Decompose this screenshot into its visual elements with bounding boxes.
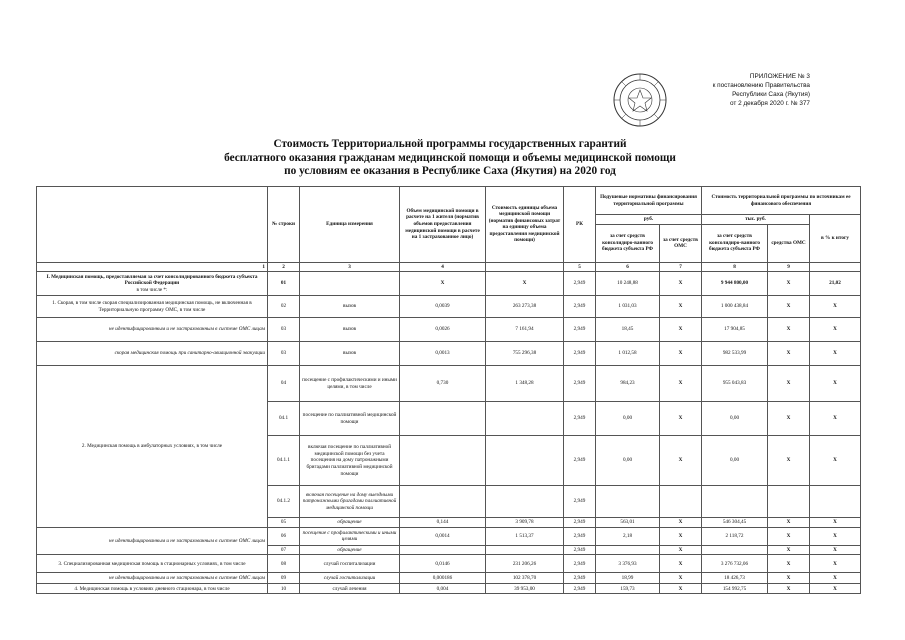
row-title: I. Медицинская помощь, предоставляемая за счет консолидированного бюджета субъекта Российской Федерации — [46, 273, 258, 287]
table-row — [37, 366, 861, 402]
col-num-4: 4 — [400, 262, 486, 272]
row-rk: 2,949 — [564, 545, 596, 555]
row-unit: случай госпитализации — [300, 555, 400, 573]
row-code: 03 — [268, 318, 300, 342]
row-code: 09 — [268, 573, 300, 584]
row-code: 03 — [268, 342, 300, 366]
row-oms: X — [660, 272, 702, 296]
header-budget-2: за счет средств консолидиро-ванного бюджета субъекта РФ — [702, 224, 768, 262]
row-percent: 21,02 — [810, 272, 861, 296]
row-oms: X — [660, 545, 702, 555]
header-cost: Стоимость единицы объема медицинской помощи (норматив финансовых затрат на единицу объема предоставления медицинской помощи) — [486, 187, 564, 263]
row-cost: 231 206,26 — [486, 555, 564, 573]
row-cost: 7 161,94 — [486, 318, 564, 342]
row-oms: X — [660, 342, 702, 366]
header-unit: Единица измерения — [300, 187, 400, 263]
row-name — [37, 272, 268, 296]
row-oms-2: X — [768, 342, 810, 366]
row-oms: X — [660, 555, 702, 573]
row-volume — [400, 486, 486, 518]
row-rk: 2,949 — [564, 527, 596, 545]
row-code: 01 — [268, 272, 300, 296]
header-rub: руб. — [596, 215, 702, 225]
row-oms-2: X — [768, 555, 810, 573]
row-budget-2: 2 118,72 — [702, 527, 768, 545]
row-budget-2: 0,00 — [702, 436, 768, 486]
row-budget: 0,00 — [596, 402, 660, 436]
title-line-2: бесплатного оказания гражданам медицинской помощи и объемы медицинской помощи — [224, 151, 676, 164]
row-budget-2: 982 533,99 — [702, 342, 768, 366]
row-percent: X — [810, 545, 861, 555]
row-cost: X — [486, 272, 564, 296]
row-percent: X — [810, 402, 861, 436]
col-num-empty — [810, 262, 861, 272]
row-cost — [486, 402, 564, 436]
row-percent: X — [810, 527, 861, 545]
col-num-2: 2 — [268, 262, 300, 272]
row-unit: случай лечения — [300, 584, 400, 594]
row-rk: 2,949 — [564, 366, 596, 402]
row-unit: включая посещение по паллиативной медицинской помощи без учета посещения на дому патронажными бригадами паллиативной медицинской помощи — [300, 436, 400, 486]
row-budget: 18,99 — [596, 573, 660, 584]
header-rk: РК — [564, 187, 596, 263]
header-thousand-rub: тыс. руб. — [702, 215, 810, 225]
col-num-3: 3 — [300, 262, 400, 272]
row-unit: посещение с профилактическими и иными целями — [300, 527, 400, 545]
row-code: 05 — [268, 518, 300, 528]
row-oms: X — [660, 318, 702, 342]
table-row — [37, 584, 861, 594]
row-rk: 2,949 — [564, 272, 596, 296]
row-budget-2: 18 426,73 — [702, 573, 768, 584]
table-row — [37, 573, 861, 584]
row-code: 06 — [268, 527, 300, 545]
program-cost-table — [36, 186, 861, 594]
row-budget-2 — [702, 486, 768, 518]
row-percent: X — [810, 318, 861, 342]
row-budget-2: 9 944 800,00 — [702, 272, 768, 296]
row-percent: X — [810, 366, 861, 402]
row-name: не идентифицированным и не застрахованным в системе ОМС лицам — [37, 573, 268, 584]
header-oms-2: средства ОМС — [768, 224, 810, 262]
row-unit — [300, 272, 400, 296]
row-code: 08 — [268, 555, 300, 573]
row-cost: 755 296,38 — [486, 342, 564, 366]
row-code: 04.1 — [268, 402, 300, 436]
col-num-8: 8 — [702, 262, 768, 272]
row-percent: X — [810, 436, 861, 486]
row-cost — [486, 545, 564, 555]
row-percent: X — [810, 342, 861, 366]
row-budget-2: 546 304,45 — [702, 518, 768, 528]
row-budget — [596, 486, 660, 518]
row-budget: 984,23 — [596, 366, 660, 402]
row-rk: 2,949 — [564, 402, 596, 436]
row-name: 1. Скорая, в том числе скорая специализированная медицинская помощь, не включенная в Территориальную программу ОМС, в том числе — [37, 296, 268, 318]
row-oms: X — [660, 527, 702, 545]
row-budget-2: 955 043,83 — [702, 366, 768, 402]
appendix-title: ПРИЛОЖЕНИЕ № 3 — [749, 73, 810, 80]
row-budget: 18,45 — [596, 318, 660, 342]
col-num-1: 1 — [37, 262, 268, 272]
header-budget: за счет средств консолидиро-ванного бюджета субъекта РФ — [596, 224, 660, 262]
row-unit: обращение — [300, 518, 400, 528]
row-code: 04.1.1 — [268, 436, 300, 486]
header-percent: в % к итогу — [810, 215, 861, 263]
row-budget-2: 0,00 — [702, 402, 768, 436]
row-oms-2: X — [768, 573, 810, 584]
row-name: 3. Специализированная медицинская помощь в стационарных условиях, в том числе — [37, 555, 268, 573]
row-subtitle: в том числе *: — [136, 286, 168, 293]
header-name-cell — [37, 187, 268, 263]
row-oms-2: X — [768, 296, 810, 318]
row-rk: 2,949 — [564, 296, 596, 318]
row-cost: 263 273,38 — [486, 296, 564, 318]
row-oms: X — [660, 296, 702, 318]
row-percent: X — [810, 584, 861, 594]
row-budget-2 — [702, 545, 768, 555]
table-row — [37, 272, 861, 296]
row-oms: X — [660, 402, 702, 436]
seal-icon — [612, 72, 668, 128]
row-rk: 2,949 — [564, 518, 596, 528]
row-percent: X — [810, 573, 861, 584]
row-unit: обращение — [300, 545, 400, 555]
row-name: не идентифицированным и не застрахованным в системе ОМС лицам — [37, 527, 268, 555]
row-rk: 2,949 — [564, 584, 596, 594]
col-num-6: 6 — [596, 262, 660, 272]
official-stamp — [612, 72, 810, 128]
row-cost: 1 348,28 — [486, 366, 564, 402]
table-row — [37, 296, 861, 318]
row-volume: 0,144 — [400, 518, 486, 528]
row-code: 04.1.2 — [268, 486, 300, 518]
row-budget: 0,00 — [596, 436, 660, 486]
row-oms: X — [660, 518, 702, 528]
row-oms — [660, 486, 702, 518]
row-unit: вызов — [300, 342, 400, 366]
row-oms-2: X — [768, 318, 810, 342]
row-oms: X — [660, 573, 702, 584]
row-budget: 563,01 — [596, 518, 660, 528]
row-code: 04 — [268, 366, 300, 402]
row-cost: 39 953,00 — [486, 584, 564, 594]
row-volume: 0,730 — [400, 366, 486, 402]
row-oms-2: X — [768, 366, 810, 402]
row-rk: 2,949 — [564, 573, 596, 584]
col-num-9: 9 — [768, 262, 810, 272]
row-volume: 0,0146 — [400, 555, 486, 573]
row-name: не идентифицированным и не застрахованным в системе ОМС лицам — [37, 318, 268, 342]
row-volume — [400, 545, 486, 555]
header-cost-program: Стоимость территориальной программы по источникам ее финансового обеспечения — [702, 187, 861, 215]
row-budget-2: 154 992,75 — [702, 584, 768, 594]
row-cost: 3 909,78 — [486, 518, 564, 528]
appendix-note — [670, 72, 810, 108]
appendix-line-3: Республики Саха (Якутия) — [732, 91, 810, 98]
row-unit: случай госпитализации — [300, 573, 400, 584]
row-budget-2: 3 276 732,06 — [702, 555, 768, 573]
row-rk: 2,949 — [564, 436, 596, 486]
row-oms: X — [660, 436, 702, 486]
row-unit: посещение по паллиативной медицинской помощи — [300, 402, 400, 436]
row-volume: 0,0039 — [400, 296, 486, 318]
title-line-3: по условиям ее оказания в Республике Саха (Якутия) на 2020 год — [284, 165, 616, 177]
row-unit: вызов — [300, 296, 400, 318]
row-volume: 0,0026 — [400, 318, 486, 342]
table-row — [37, 342, 861, 366]
row-budget: 1 012,58 — [596, 342, 660, 366]
row-unit: вызов — [300, 318, 400, 342]
row-budget-2: 17 904,85 — [702, 318, 768, 342]
header-volume: Объем медицинской помощи в расчете на 1 жителя (норматив объемов предоставления медицинской помощи в расчете на 1 застрахованное лицо) — [400, 187, 486, 263]
row-oms: X — [660, 366, 702, 402]
row-budget: 1 031,03 — [596, 296, 660, 318]
row-oms-2: X — [768, 272, 810, 296]
title-line-1: Стоимость Территориальной программы государственных гарантий — [273, 138, 627, 150]
table-row — [37, 527, 861, 545]
row-oms-2: X — [768, 584, 810, 594]
row-oms: X — [660, 584, 702, 594]
row-budget-2: 1 000 438,84 — [702, 296, 768, 318]
row-unit: включая посещение на дому выездными патронажными бригадами паллиативной медицинской помощи — [300, 486, 400, 518]
row-unit: посещение с профилактическими и иными целями, в том числе — [300, 366, 400, 402]
row-volume — [400, 436, 486, 486]
row-oms-2: X — [768, 518, 810, 528]
appendix-line-4: от 2 декабря 2020 г. № 377 — [730, 100, 810, 107]
row-volume — [400, 402, 486, 436]
row-volume: X — [400, 272, 486, 296]
row-code: 10 — [268, 584, 300, 594]
row-cost — [486, 436, 564, 486]
row-cost: 102 378,70 — [486, 573, 564, 584]
row-oms-2: X — [768, 527, 810, 545]
row-cost: 1 513,37 — [486, 527, 564, 545]
col-num-rk — [486, 262, 564, 272]
row-code: 02 — [268, 296, 300, 318]
row-name: 2. Медицинская помощь в амбулаторных условиях, в том числе — [37, 366, 268, 528]
row-rk: 2,949 — [564, 342, 596, 366]
row-oms-2: X — [768, 402, 810, 436]
row-budget: 2,18 — [596, 527, 660, 545]
header-row-no: № строки — [268, 187, 300, 263]
row-budget — [596, 545, 660, 555]
row-name: 4. Медицинская помощь в условиях дневного стационара, в том числе — [37, 584, 268, 594]
row-rk: 2,949 — [564, 486, 596, 518]
row-percent: X — [810, 296, 861, 318]
row-volume: 0,004 — [400, 584, 486, 594]
row-volume: 0,000186 — [400, 573, 486, 584]
row-code: 07 — [268, 545, 300, 555]
col-num-5: 5 — [564, 262, 596, 272]
row-volume: 0,0014 — [400, 527, 486, 545]
col-num-7: 7 — [660, 262, 702, 272]
row-cost — [486, 486, 564, 518]
row-budget: 159,73 — [596, 584, 660, 594]
row-percent: X — [810, 518, 861, 528]
row-percent: X — [810, 555, 861, 573]
row-rk: 2,949 — [564, 318, 596, 342]
header-per-capita: Подушевые нормативы финансирования территориальной программы — [596, 187, 702, 215]
header-oms: за счет средств ОМС — [660, 224, 702, 262]
row-oms-2: X — [768, 545, 810, 555]
row-budget: 3 376,93 — [596, 555, 660, 573]
appendix-line-2: к постановлению Правительства — [712, 82, 810, 89]
row-volume: 0,0013 — [400, 342, 486, 366]
row-oms-2 — [768, 486, 810, 518]
document-title — [150, 138, 750, 179]
row-name: скорая медицинская помощь при санитарно-авиационной эвакуации — [37, 342, 268, 366]
row-rk: 2,949 — [564, 555, 596, 573]
row-percent — [810, 486, 861, 518]
row-oms-2: X — [768, 436, 810, 486]
row-budget: 10 248,88 — [596, 272, 660, 296]
table-row — [37, 318, 861, 342]
table-row — [37, 555, 861, 573]
